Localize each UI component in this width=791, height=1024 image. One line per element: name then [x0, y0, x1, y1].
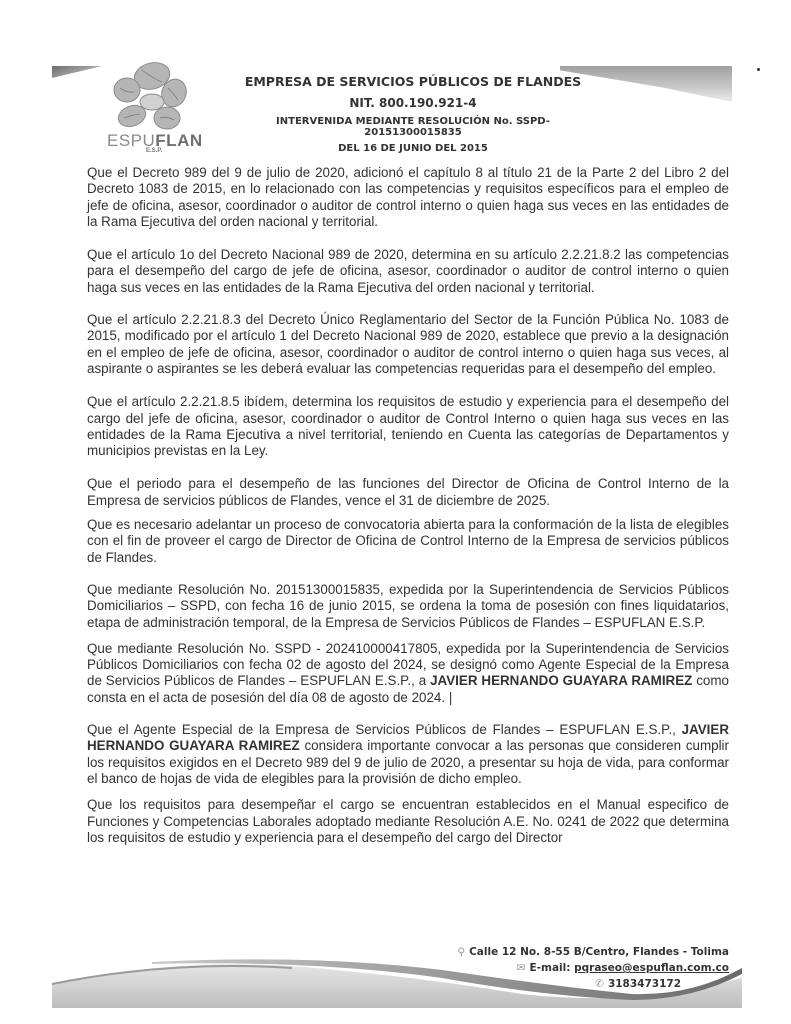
- footer-email: [517, 962, 729, 974]
- address-text: Calle 12 No. 8-55 B/Centro, Flandes - Tolima: [469, 946, 729, 958]
- company-name: EMPRESA DE SERVICIOS PÚBLICOS DE FLANDES: [244, 74, 582, 89]
- paragraph: Que mediante Resolución No. 20151300015835, expedida por la Superintendencia de Servicios Públicos Domiciliarios – SSPD, con fecha 16 de junio 2015, se ordena la toma de posesión con fines liquidatarios, etapa de administración temporal, de la Empresa de Servicios Públicos de Flandes – ESPUFLAN E.S.P.: [87, 581, 729, 630]
- paragraph: Que el periodo para el desempeño de las funciones del Director de Oficina de Control Interno de la Empresa de servicios públicos de Flandes, vence el 31 de diciembre de 2025.: [87, 476, 729, 508]
- paragraph: Que el Decreto 989 del 9 de julio de 2020, adicionó el capítulo 8 al título 21 de la Parte 2 del Libro 2 del Decreto 1083 de 2015, en lo relacionado con las competencias y requisitos específicos para el empleo de jefe de oficina, asesor, coordinador o auditor de control interno o quien haga sus veces en las entidades de la Rama Ejecutiva del orden nacional y territorial.: [87, 165, 729, 229]
- scan-speck: [757, 68, 760, 71]
- footer-address: [457, 946, 729, 958]
- paragraph-text: Que el Agente Especial de la Empresa de Servicios Públicos de Flandes – ESPUFLAN E.S.P.,: [87, 722, 682, 738]
- company-nit: NIT. 800.190.921-4: [349, 96, 477, 110]
- paragraph: Que el artículo 1o del Decreto Nacional 989 de 2020, determina en su artículo 2.2.21.8.2 las competencias para el desempeño del cargo de jefe de oficina, asesor, coordinador o auditor de control interno o quien haga sus veces en las entidades de la Rama Ejecutiva del orden nacional y territorial.: [87, 247, 729, 295]
- email-link[interactable]: pqraseo@espuflan.com.co: [574, 962, 729, 974]
- phone-icon: ✆: [595, 978, 604, 990]
- paragraph-text: Que mediante Resolución No. SSPD - 202410000417805, expedida por la Superintendencia de Servicios Públicos Domiciliarios con fecha 02 de agosto del 2024, se designó como Agente Especial de la Empresa de Servicios Públicos de Flandes – ESPUFLAN E.S.P., a: [87, 640, 729, 689]
- agent-name: JAVIER HERNANDO GUAYARA RAMIREZ: [430, 673, 693, 689]
- logo-subtitle: E.S.P.: [146, 148, 163, 154]
- paragraph: Que los requisitos para desempeñar el cargo se encuentran establecidos en el Manual especifico de Funciones y Competencias Laborales adoptado mediante Resolución A.E. No. 0241 de 2022 que determina los requisitos de estudio y experiencia para el desempeño del cargo del Director: [87, 797, 729, 845]
- intervention-date: DEL 16 DE JUNIO DEL 2015: [338, 143, 488, 154]
- phone-number: 3183473172: [607, 978, 681, 990]
- intervention-resolution: INTERVENIDA MEDIANTE RESOLUCIÓN No. SSPD-20151300015835: [276, 116, 550, 138]
- paragraph: Que el artículo 2.2.21.8.5 ibídem, determina los requisitos de estudio y experiencia para el desempeño del cargo del jefe de oficina, asesor, coordinador o auditor de Control Interno o quien haga sus veces en las entidades de la Rama Ejecutiva a nivel territorial, teniendo en Cuenta las categorías de Departamentos y municipios previstas en la Ley.: [87, 394, 729, 459]
- paragraph: [87, 722, 729, 787]
- location-pin-icon: ⚲: [457, 946, 466, 958]
- agent-name: JAVIER HERNANDO GUAYARA RAMIREZ: [87, 722, 729, 754]
- paragraph-text: como consta en el acta de posesión del día 08 de agosto de 2024. |: [87, 673, 729, 705]
- letterhead-header: [228, 74, 598, 154]
- paragraph-text: considera importante convocar a las personas que consideren cumplir los requisitos exigidos en el Decreto 989 del 9 de julio de 2020, a presentar su hoja de vida, para conformar el banco de hojas de vida de elegibles para la provisión de dicho empleo.: [87, 738, 729, 786]
- logo-wordmark: ESPUFLAN: [107, 131, 203, 150]
- paragraph: Que el artículo 2.2.21.8.3 del Decreto Único Reglamentario del Sector de la Función Pública No. 1083 de 2015, modificado por el artículo 1 del Decreto Nacional 989 de 2020, establece que previo a la designación en el empleo de jefe de oficina, asesor, coordinador o auditor de control interno o quien haga sus veces, al aspirante o aspirantes se les deberá evaluar las competencias requeridas para el desempeño del empleo.: [87, 312, 729, 376]
- envelope-icon: ✉: [516, 962, 526, 974]
- document-body: [87, 165, 729, 846]
- email-label: E-mail:: [529, 962, 575, 974]
- header-swoosh-left: [52, 66, 102, 78]
- paragraph: [87, 641, 729, 706]
- paragraph: Que es necesario adelantar un proceso de convocatoria abierta para la conformación de la lista de elegibles con el fin de proveer el cargo de Director de Oficina de Control Interno de la Empresa de servicios públicos de Flandes.: [87, 517, 729, 565]
- footer-phone: [595, 978, 681, 990]
